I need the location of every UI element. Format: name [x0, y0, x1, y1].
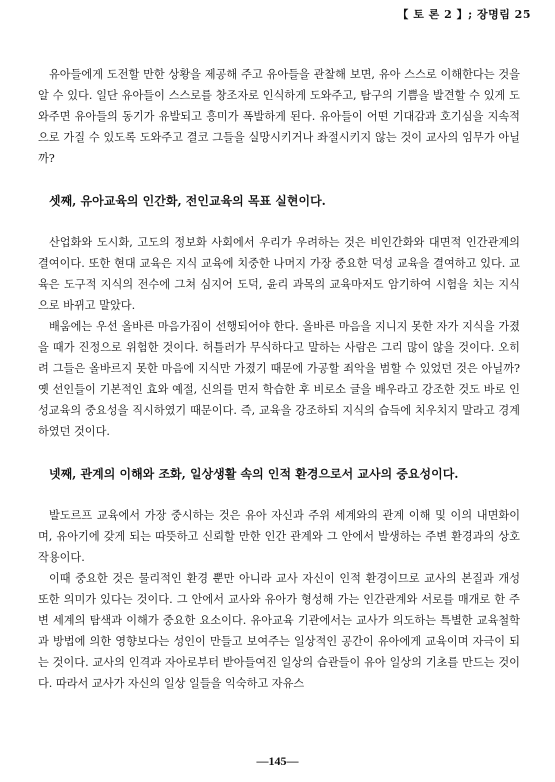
body-text [38, 64, 520, 694]
page-number: —145— [256, 754, 299, 768]
section-heading-4: 넷째, 관계의 이해와 조화, 일상생활 속의 인적 환경으로서 교사의 중요성이다. [49, 467, 459, 481]
section3-paragraph-2: 배움에는 우선 올바른 마음가짐이 선행되어야 한다. 올바른 마음을 지니지 못한 자가 지식을 가졌을 때가 진정으로 위험한 것이다. 허틀러가 무식하다고 말하는 사람은 그리 많이 않을 것이다. 오히려 그들은 올바르지 못한 마음에 지식만 가졌기 때문에 가공할 죄악을 범할 수 있었던 것은 아닐까? 옛 선인들이 기본적인 효와 예절, 신의를 먼저 학습한 후 비로소 글을 배우라고 강조한 것도 바로 인성교육의 중요성을 직시하였기 때문이다. 즉, 교육을 강조하되 지식의 습득에 치우치지 말라고 경계하였던 것이다. [38, 320, 520, 438]
section3-paragraph-1: 산업화와 도시화, 고도의 정보화 사회에서 우리가 우려하는 것은 비인간화와 대면적 인간관계의 결여이다. 또한 현대 교육은 지식 교육에 치중한 나머지 가장 중요한 덕성 교육을 결여하고 있다. 교육은 도구적 지식의 전수에 그쳐 심지어 도덕, 윤리 과목의 교육마저도 암기하여 시험을 치는 지식으로 바뀌고 말았다. [38, 236, 520, 312]
running-header: 【 토 론 2 】; 장명림 25 [397, 8, 531, 21]
intro-paragraph: 유아들에게 도전할 만한 상황을 제공해 주고 유아들을 관찰해 보면, 유아 스스로 이해한다는 것을 알 수 있다. 일단 유아들이 스스로를 창조자로 인식하게 도와주고, 탐구의 기쁨을 발견할 수 있게 도와주면 유아들의 동기가 유발되고 흥미가 폭발하게 된다. 유아들이 어떤 기대감과 호기심을 지속적으로 가질 수 있도록 도와주고 결코 그들을 실망시키거나 좌절시키지 않는 것이 교사의 임무가 아닐까? [38, 68, 520, 165]
section4-paragraph-2: 이때 중요한 것은 물리적인 환경 뿐만 아니라 교사 자신이 인적 환경이므로 교사의 본질과 개성 또한 의미가 있다는 것이다. 그 안에서 교사와 유아가 형성해 가는 인간관계와 서로를 매개로 한 주변 세계의 탐색과 이해가 중요한 요소이다. 유아교육 기관에서는 교사가 의도하는 특별한 교육철학과 방법에 의한 영향보다는 성인이 만들고 보여주는 일상적인 공간이 유아에게 교육이며 자극이 되는 것이다. 교사의 인격과 자아로부터 받아들여진 일상의 습관들이 유아 일상의 기초를 만드는 것이다. 따라서 교사가 자신의 일상 일들을 익숙하고 자유스 [38, 572, 520, 690]
section4-paragraph-1: 발도르프 교육에서 가장 중시하는 것은 유아 자신과 주위 세계와의 관계 이해 및 이의 내면화이며, 유아기에 갖게 되는 따뜻하고 신뢰할 만한 인간 관계와 그 안에서 발생하는 주변 환경과의 상호작용이다. [38, 509, 520, 564]
section-heading-3: 셋째, 유아교육의 인간화, 전인교육의 목표 실현이다. [49, 194, 326, 208]
